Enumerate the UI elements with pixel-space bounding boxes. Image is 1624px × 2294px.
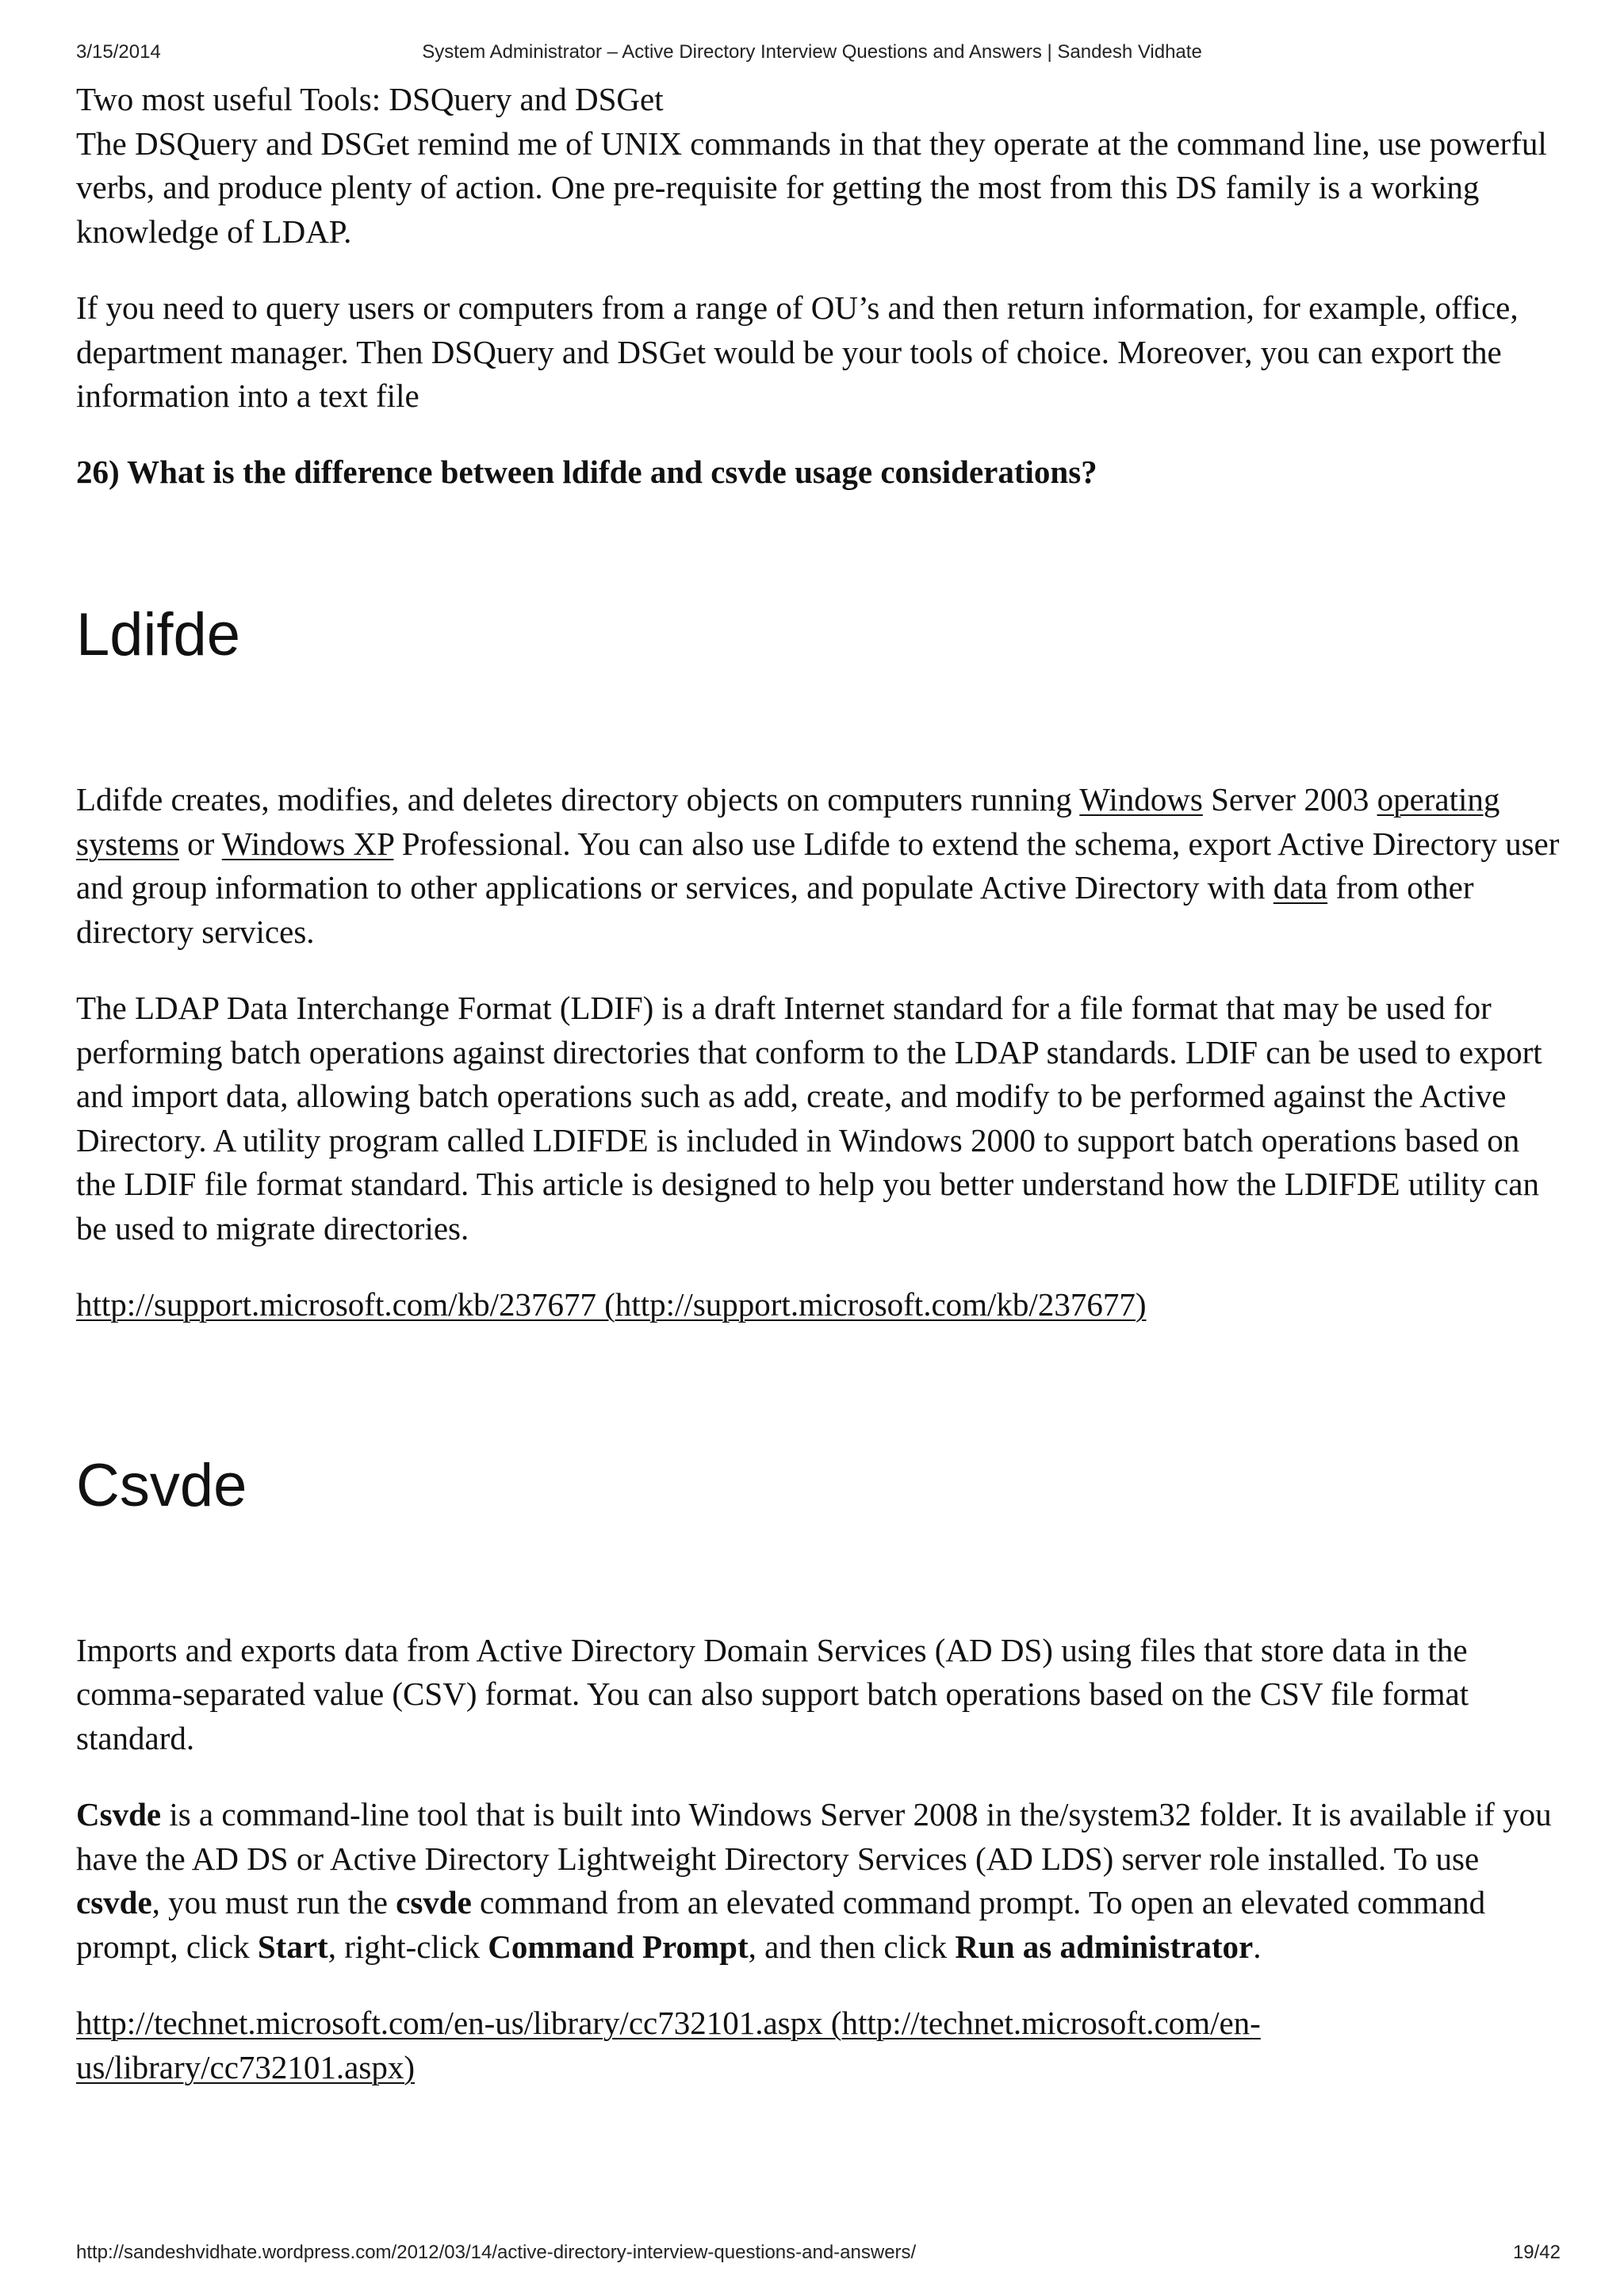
bold-csvde: csvde	[76, 1884, 152, 1921]
intro-paragraph: The DSQuery and DSGet remind me of UNIX commands in that they operate at the command line, use powerful verbs, and produce plenty of action. One pre-requisite for getting the most from this DS family is a working knowledge of LDAP.	[76, 124, 1547, 250]
header-title: System Administrator – Active Directory Interview Questions and Answers | Sandesh Vidhate	[422, 41, 1202, 63]
bold-command-prompt: Command Prompt	[488, 1928, 749, 1965]
text-span: or	[178, 825, 222, 862]
text-span: Server 2003	[1202, 781, 1377, 818]
text-span: command from an elevated command prompt. To open an elevated command prompt, click	[76, 1884, 1486, 1965]
ldifde-paragraph-1	[76, 778, 1567, 954]
query-paragraph: If you need to query users or computers from a range of OU’s and then return information, for example, office, department manager. Then DSQuery and DSGet would be your tools of choice. Moreover, you can export the information into a text file	[76, 289, 1519, 414]
data-link[interactable]: data	[1273, 869, 1328, 906]
bold-run-as-administrator: Run as administrator	[955, 1928, 1254, 1965]
article-body	[76, 78, 1567, 2089]
text-span: , and then click	[748, 1928, 956, 1965]
footer-url: http://sandeshvidhate.wordpress.com/2012/03/14/active-directory-interview-questions-and-answers/	[76, 2242, 917, 2263]
text-span: , right-click	[327, 1928, 488, 1965]
csvde-paragraph-2	[76, 1793, 1567, 1969]
bold-csvde: Csvde	[76, 1796, 162, 1833]
bold-csvde: csvde	[396, 1884, 472, 1921]
windows-xp-link[interactable]: Windows XP	[221, 825, 394, 862]
text-span: Ldifde creates, modifies, and deletes directory objects on computers running	[76, 781, 1080, 818]
csvde-technet-link-paragraph	[76, 2001, 1567, 2089]
csvde-technet-link[interactable]: http://technet.microsoft.com/en-us/library/cc732101.aspx (http://technet.microsoft.com/en-us/library/cc732101.aspx)	[76, 2005, 1261, 2085]
text-span: is a command-line tool that is built into Windows Server 2008 in the/system32 folder. It is available if you have the AD DS or Active Directory Lightweight Directory Services (AD LDS) server role installed. To use	[76, 1796, 1552, 1877]
question-26: 26) What is the difference between ldifde and csvde usage considerations?	[76, 453, 1097, 490]
tools-line: Two most useful Tools: DSQuery and DSGet	[76, 81, 664, 117]
operating-systems-link[interactable]: operating systems	[76, 781, 1500, 862]
footer-page-number: 19/42	[1512, 2242, 1561, 2263]
text-span: .	[1253, 1928, 1262, 1965]
text-span: from other directory services.	[76, 869, 1474, 950]
windows-link[interactable]: Windows	[1079, 781, 1203, 818]
ldifde-kb-link[interactable]: http://support.microsoft.com/kb/237677 (http://support.microsoft.com/kb/237677)	[76, 1286, 1147, 1323]
ldifde-kb-link-paragraph	[76, 1283, 1567, 1327]
ldifde-paragraph-2: The LDAP Data Interchange Format (LDIF) is a draft Internet standard for a file format that may be used for performing batch operations against directories that conform to the LDAP standards. LDIF can be used to export and import data, allowing batch operations such as add, create, and modify to be performed against the Active Directory. A utility program called LDIFDE is included in Windows 2000 to support batch operations based on the LDIF file format standard. This article is designed to help you better understand how the LDIFDE utility can be used to migrate directories.	[76, 990, 1542, 1247]
text-span: , you must run the	[151, 1884, 396, 1921]
header-date: 3/15/2014	[76, 41, 161, 63]
csvde-paragraph-1: Imports and exports data from Active Directory Domain Services (AD DS) using files that store data in the comma-separated value (CSV) format. You can also support batch operations based on the CSV file format standard.	[76, 1631, 1469, 1756]
csvde-heading: Csvde	[76, 1451, 247, 1519]
text-span: Professional. You can also use Ldifde to extend the schema, export Active Directory user and group information to other applications or services, and populate Active Directory with	[76, 825, 1560, 906]
ldifde-heading: Ldifde	[76, 601, 241, 668]
bold-start: Start	[257, 1928, 328, 1965]
